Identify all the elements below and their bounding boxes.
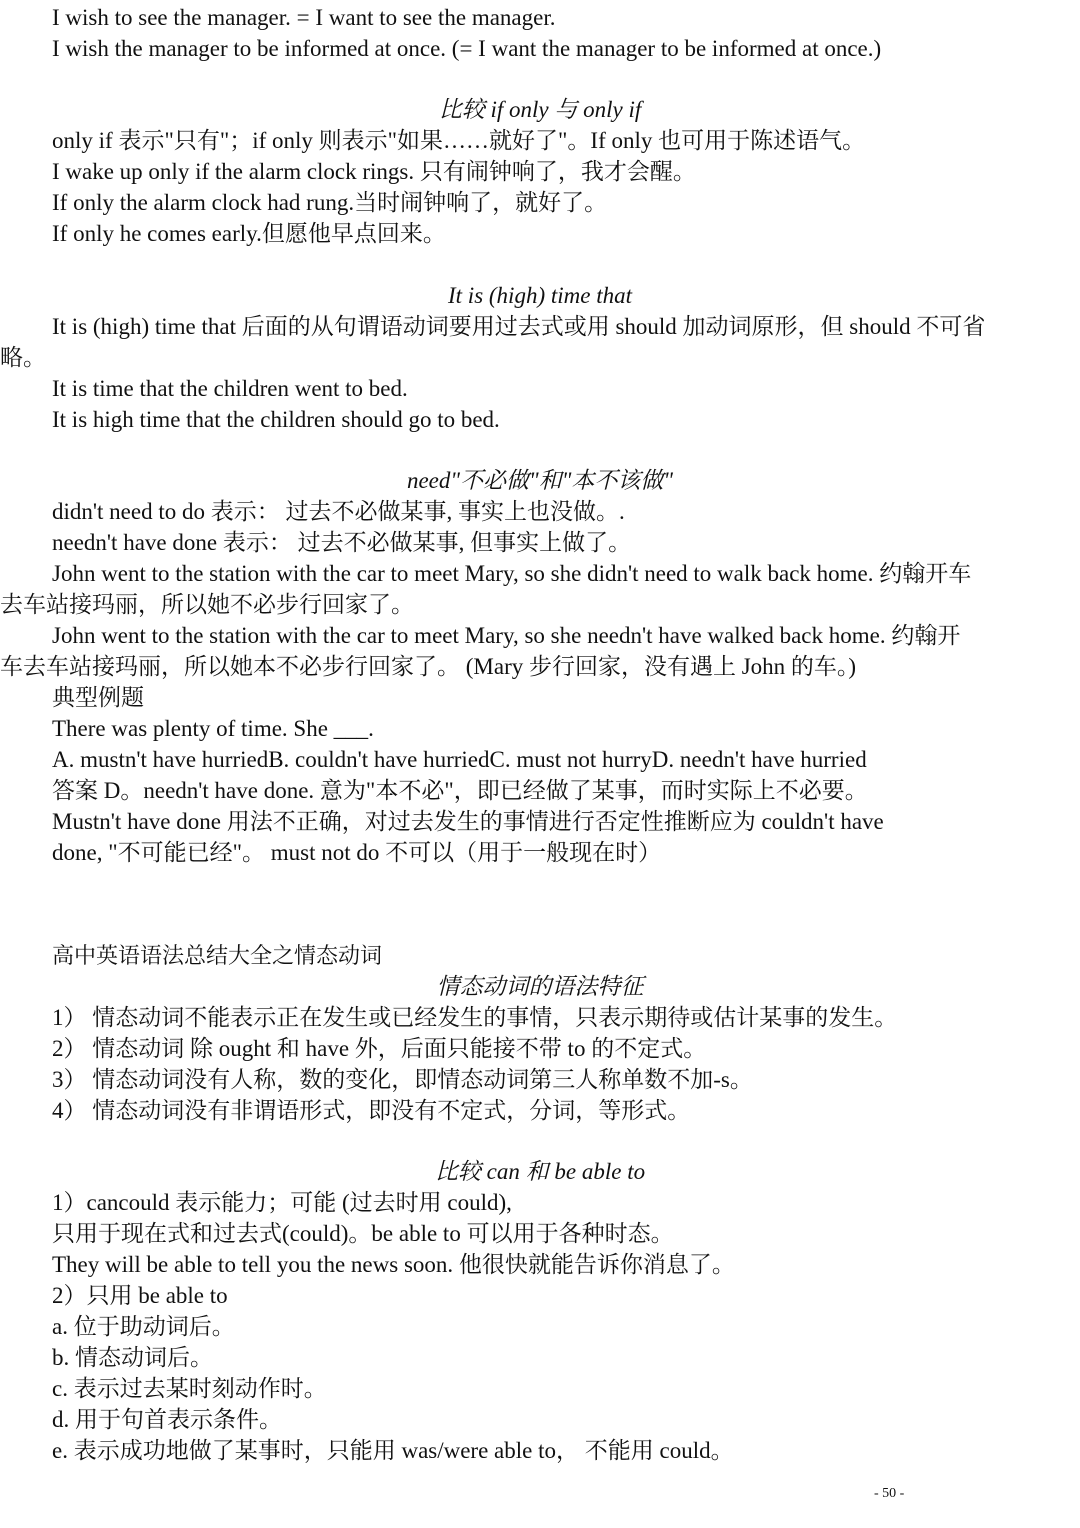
- section-heading: 比较 can 和 be able to: [434, 1159, 646, 1184]
- list-item: d. 用于句首表示条件。: [52, 1407, 282, 1432]
- text-line: 1）cancould 表示能力；可能 (过去时用 could),: [52, 1190, 512, 1215]
- text-line: I wake up only if the alarm clock rings. 只有闹钟响了，我才会醒。: [52, 159, 696, 184]
- text-line: I wish the manager to be informed at once. (= I want the manager to be informed at once.): [52, 36, 882, 61]
- page-title: 高中英语语法总结大全之情态动词: [52, 944, 383, 969]
- list-item: 2） 情态动词 除 ought 和 have 外，后面只能接不带 to 的不定式。: [52, 1036, 707, 1061]
- text-line: 2）只用 be able to: [52, 1283, 228, 1308]
- text-line: They will be able to tell you the news soon. 他很快就能告诉你消息了。: [52, 1252, 735, 1277]
- text-line: John went to the station with the car to meet Mary, so she didn't need to walk back home. 约翰开车: [52, 561, 972, 586]
- text-line: A. mustn't have hurriedB. couldn't have hurriedC. must not hurryD. needn't have hurried: [52, 747, 867, 772]
- text-line: 典型例题: [52, 685, 144, 710]
- text-line: 只用于现在式和过去式(could)。be able to 可以用于各种时态。: [52, 1221, 674, 1246]
- text-line: If only the alarm clock had rung.当时闹钟响了，就好了。: [52, 190, 608, 215]
- text-line: didn't need to do 表示： 过去不必做某事, 事实上也没做。.: [52, 499, 625, 524]
- text-line: 去车站接玛丽，所以她不必步行回家了。: [0, 592, 414, 617]
- list-item: 1） 情态动词不能表示正在发生或已经发生的事情，只表示期待或估计某事的发生。: [52, 1005, 898, 1030]
- list-item: 3） 情态动词没有人称，数的变化，即情态动词第三人称单数不加-s。: [52, 1067, 753, 1092]
- text-line: There was plenty of time. She ___.: [52, 716, 374, 741]
- section-heading: need"不必做"和"本不该做": [406, 468, 674, 493]
- text-line: It is time that the children went to bed.: [52, 376, 408, 401]
- section-heading: It is (high) time that: [448, 283, 632, 308]
- text-line: John went to the station with the car to meet Mary, so she needn't have walked back home. 约翰开: [52, 623, 961, 648]
- text-line: 车去车站接玛丽，所以她本不必步行回家了。 (Mary 步行回家，没有遇上 John 的车。): [0, 654, 857, 679]
- section-heading: 情态动词的语法特征: [436, 974, 644, 999]
- list-item: c. 表示过去某时刻动作时。: [52, 1376, 327, 1401]
- text-line: If only he comes early.但愿他早点回来。: [52, 221, 446, 246]
- text-line: 答案 D。needn't have done. 意为"本不必"，即已经做了某事，而时实际上不必要。: [52, 778, 868, 803]
- text-line: done, "不可能已经"。 must not do 不可以（用于一般现在时）: [52, 840, 662, 865]
- section-heading: 比较 if only 与 only if: [438, 97, 642, 122]
- text-line: 略。: [0, 345, 46, 370]
- text-line: It is (high) time that 后面的从句谓语动词要用过去式或用 should 加动词原形，但 should 不可省: [52, 314, 986, 339]
- text-line: I wish to see the manager. = I want to see the manager.: [52, 5, 556, 30]
- list-item: b. 情态动词后。: [52, 1345, 213, 1370]
- text-line: only if 表示"只有"；if only 则表示"如果……就好了"。If only 也可用于陈述语气。: [52, 128, 866, 153]
- list-item: e. 表示成功地做了某事时，只能用 was/were able to， 不能用 could。: [52, 1438, 734, 1463]
- text-line: needn't have done 表示： 过去不必做某事, 但事实上做了。: [52, 530, 632, 555]
- text-line: Mustn't have done 用法不正确，对过去发生的事情进行否定性推断应为 couldn't have: [52, 809, 884, 834]
- list-item: 4） 情态动词没有非谓语形式，即没有不定式，分词，等形式。: [52, 1098, 691, 1123]
- page-number: - 50 -: [874, 1486, 905, 1501]
- list-item: a. 位于助动词后。: [52, 1314, 235, 1339]
- text-line: It is high time that the children should go to bed.: [52, 407, 500, 432]
